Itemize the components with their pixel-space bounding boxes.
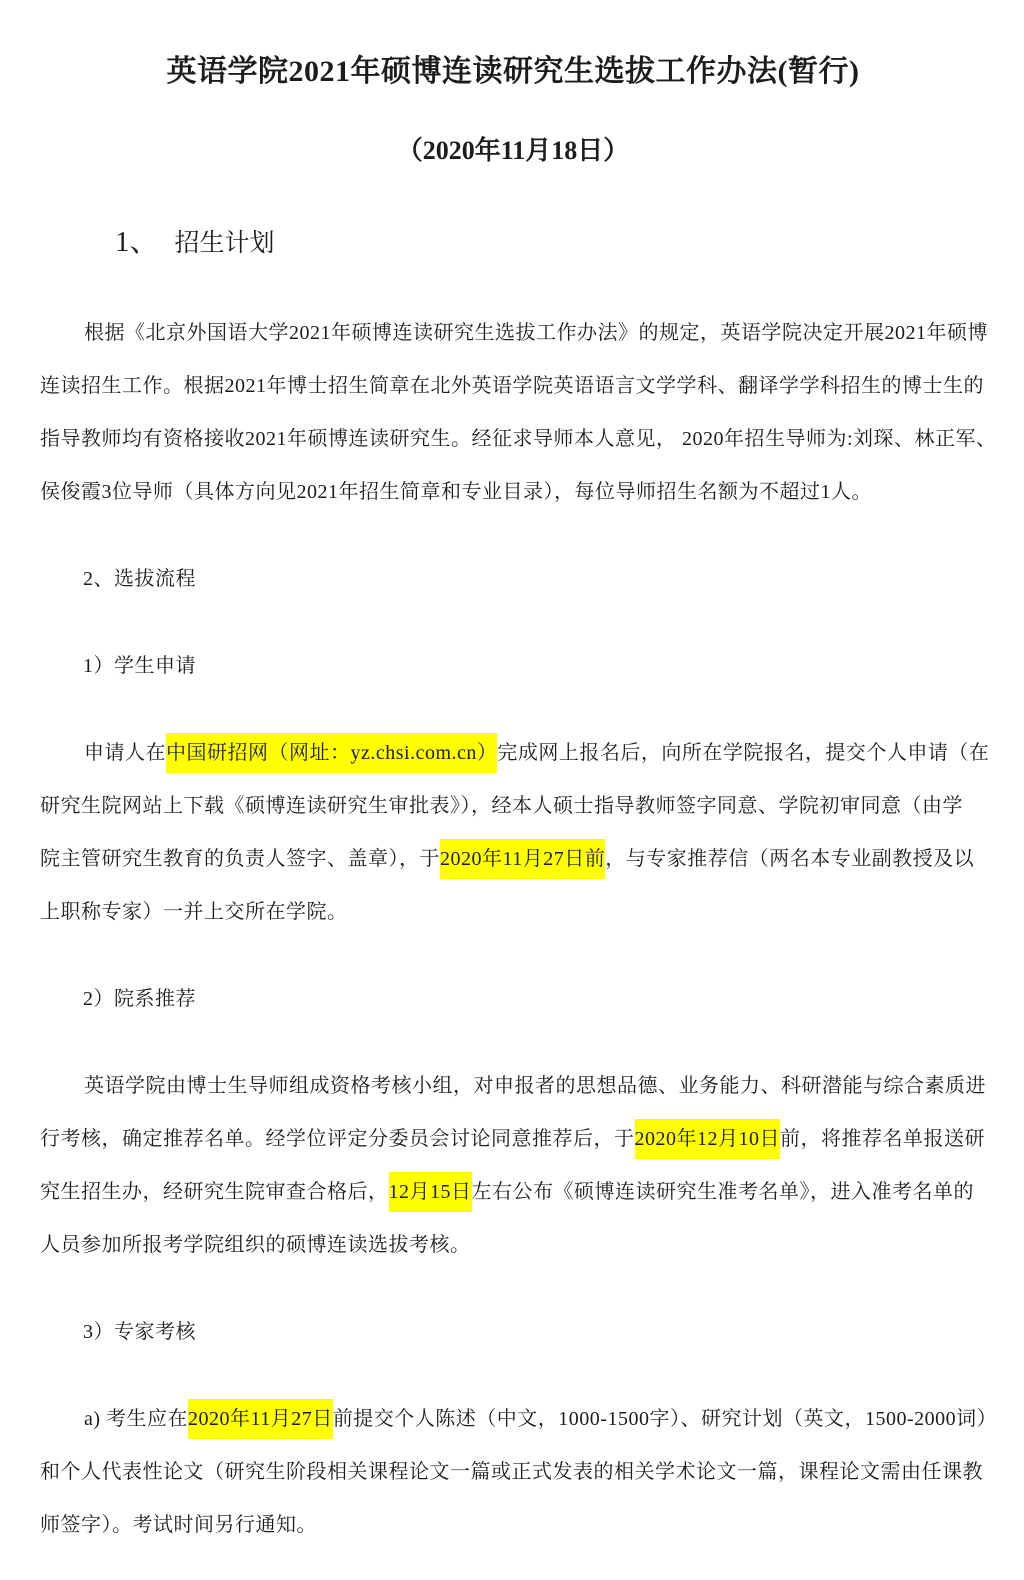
text-line (40, 727, 990, 780)
text-segment: 根据《北京外国语大学2021年硕博连读研究生选拔工作办法》的规定，英语学院决定开展2021年硕博 (84, 322, 988, 344)
highlighted-text: 2020年12月10日 (635, 1119, 781, 1159)
text-segment: 英语学院由博士生导师组成资格考核小组，对申报者的思想品德、业务能力、科研潜能与综合素质进 (84, 1075, 986, 1097)
text-line (40, 360, 986, 413)
text-line (40, 886, 986, 939)
text-line (40, 413, 997, 466)
text-line (40, 1446, 986, 1499)
text-segment: 研究生院网站上下载《硕博连读研究生审批表》），经本人硕士指导教师签字同意、学院初审同意（由学 (40, 795, 963, 817)
heading-enrollment-plan (40, 216, 986, 273)
highlighted-text: 2020年11月27日前 (440, 839, 605, 879)
highlighted-text: 12月15日 (389, 1172, 472, 1212)
text-segment: a) 考生应在 (84, 1408, 189, 1430)
text-segment: 和个人代表性论文（研究生阶段相关课程论文一篇或正式发表的相关学术论文一篇，课程论文需由任课教 (40, 1461, 983, 1483)
text-segment: 前提交个人陈述（中文，1000-1500字）、研究计划（英文，1500-2000词） (332, 1408, 998, 1430)
para-department-recommendation (40, 1060, 986, 1272)
text-segment: 师签字）。考试时间另行通知。 (40, 1514, 317, 1536)
text-segment: 左右公布《硕博连读研究生准考名单》，进入准考名单的 (471, 1181, 974, 1203)
text-line (40, 466, 986, 519)
heading-enrollment-plan-label: 招生计划 (174, 230, 275, 257)
text-segment: 前，将推荐名单报送研 (780, 1128, 985, 1150)
document-title: 英语学院2021年硕博连读研究生选拔工作办法(暂行) (166, 55, 860, 88)
text-segment: 院主管研究生教育的负责人签字、盖章），于 (40, 848, 440, 870)
text-line (40, 1219, 986, 1272)
text-line (40, 307, 986, 360)
text-line (40, 1393, 998, 1446)
document-date: （2020年11月18日） (396, 136, 630, 165)
highlighted-text: 2020年11月27日 (188, 1399, 333, 1439)
text-segment: 连读招生工作。根据2021年博士招生简章在北外英语学院英语语言文学学科、翻译学学科招生的博士生的 (40, 375, 984, 397)
text-line (40, 833, 986, 886)
highlighted-text: 中国研招网（网址：yz.chsi.com.cn） (166, 733, 497, 773)
text-line (40, 1113, 986, 1166)
text-segment: 行考核，确定推荐名单。经学位评定分委员会讨论同意推荐后，于 (40, 1128, 635, 1150)
heading-expert-assessment: 3）专家考核 (83, 1321, 196, 1343)
heading-enrollment-plan-number: 1、 (115, 226, 159, 258)
para-expert-assessment (40, 1393, 998, 1552)
text-segment: ，与专家推荐信（两名本专业副教授及以 (605, 848, 975, 870)
text-segment: 人员参加所报考学院组织的硕博连读选拔考核。 (40, 1234, 471, 1256)
text-line (40, 1499, 986, 1552)
text-segment: 究生招生办，经研究生院审查合格后， (40, 1181, 389, 1203)
text-line (40, 1060, 986, 1113)
heading-selection-process: 2、选拔流程 (83, 568, 196, 590)
document-body (40, 216, 998, 1552)
text-segment: 侯俊霞3位导师（具体方向见2021年招生简章和专业目录），每位导师招生名额为不超过1人。 (40, 481, 872, 503)
heading-department-recommendation: 2）院系推荐 (83, 988, 196, 1010)
text-segment: 上职称专家）一并上交所在学院。 (40, 901, 348, 923)
para-student-application (40, 727, 990, 939)
text-line (40, 780, 986, 833)
text-segment: 申请人在 (84, 742, 166, 764)
text-segment: 完成网上报名后，向所在学院报名，提交个人申请（在 (497, 742, 990, 764)
text-segment: 指导教师均有资格接收2021年硕博连读研究生。经征求导师本人意见， 2020年招生导师为:刘琛、林正军、 (40, 428, 997, 450)
para-enrollment-plan (40, 307, 997, 519)
text-line (40, 1166, 986, 1219)
heading-student-application: 1）学生申请 (83, 655, 196, 677)
